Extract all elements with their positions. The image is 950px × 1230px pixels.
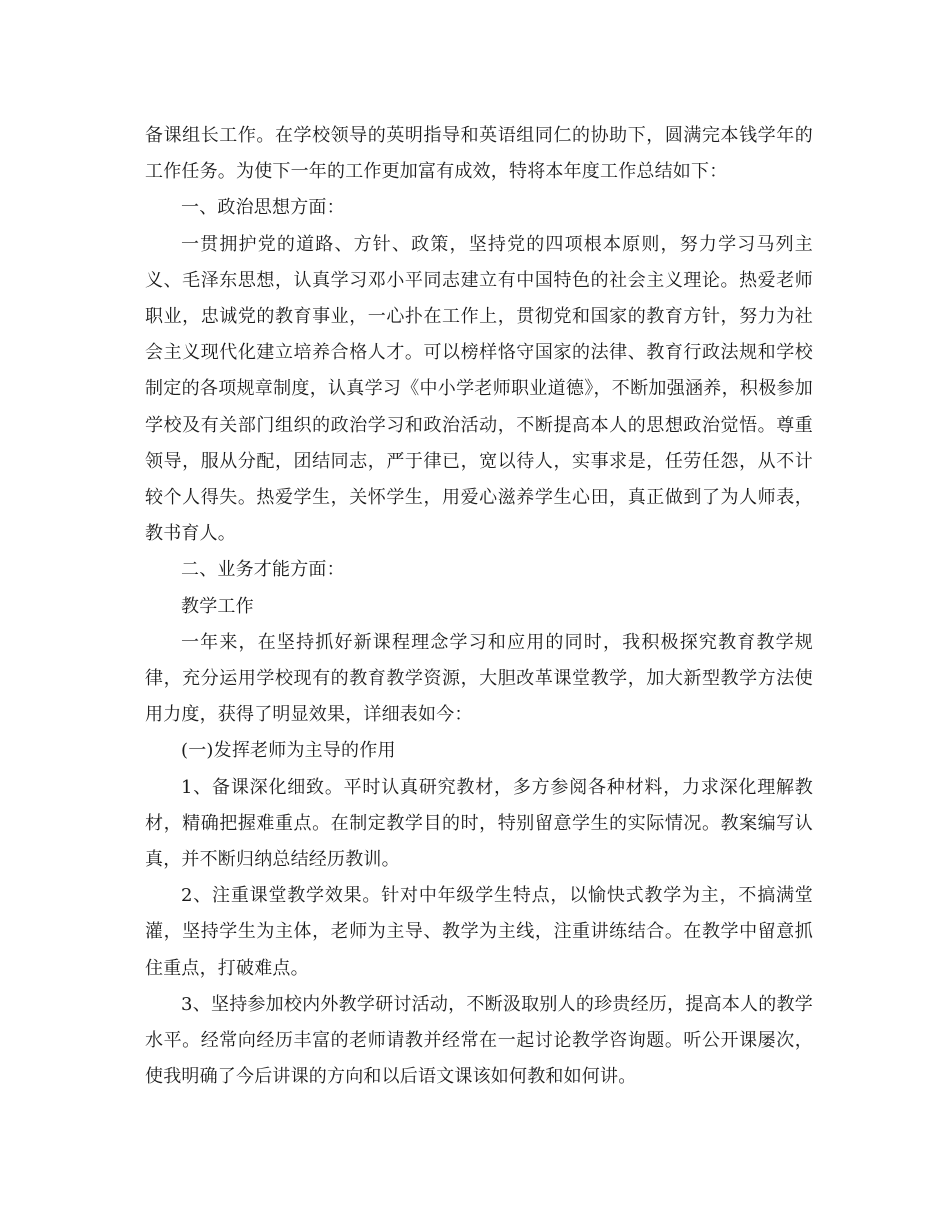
list-item-2: 2、注重课堂教学效果。针对中年级学生特点，以愉快式教学为主，不搞满堂灌，坚持学生为主体，老师为主导、教学为主线，注重讲练结合。在教学中留意抓住重点，打破难点。 — [145, 885, 813, 979]
subheading-teaching: 教学工作 — [181, 595, 254, 617]
subheading-teacher-lead: (一)发挥老师为主导的作用 — [181, 740, 396, 762]
list-item-3: 3、坚持参加校内外教学研讨活动，不断汲取别人的珍贵经历，提高本人的教学水平。经常向经历丰富的老师请教并经常在一起讨论教学咨询题。听公开课屡次，使我明确了今后讲课的方向和以后语文课该如何教和如何讲。 — [145, 993, 813, 1088]
document-body — [145, 118, 813, 1095]
section-heading-politics: 一、政治思想方面： — [181, 197, 345, 219]
list-item-1: 1、备课深化细致。平时认真研究教材，多方参阅各种材料，力求深化理解教材，精确把握难重点。在制定教学目的时，特别留意学生的实际情况。教案编写认真，并不断归纳总结经历教训。 — [145, 776, 813, 871]
politics-paragraph: 一贯拥护党的道路、方针、政策，坚持党的四项根本原则，努力学习马列主义、毛泽东思想，认真学习邓小平同志建立有中国特色的社会主义理论。热爱老师职业，忠诚党的教育事业，一心扑在工作上，贯彻党和国家的教育方针，努力为社会主义现代化建立培养合格人才。可以榜样恪守国家的法律、教育行政法规和学校制定的各项规章制度，认真学习《中小学老师职业道德》，不断加强涵养，积极参加学校及有关部门组织的政治学习和政治活动，不断提高本人的思想政治觉悟。尊重领导，服从分配，团结同志，严于律已，宽以待人，实事求是，任劳任怨，从不计较个人得失。热爱学生，关怀学生，用爱心滋养学生心田，真正做到了为人师表，教书育人。 — [145, 233, 813, 545]
teaching-paragraph: 一年来，在坚持抓好新课程理念学习和应用的同时，我积极探究教育教学规律，充分运用学校现有的教育教学资源，大胆改革课堂教学，加大新型教学方法使用力度，获得了明显效果，详细表如今： — [145, 631, 813, 726]
section-heading-skills: 二、业务才能方面： — [181, 559, 345, 581]
intro-paragraph: 备课组长工作。在学校领导的英明指导和英语组同仁的协助下，圆满完本钱学年的工作任务。为使下一年的工作更加富有成效，特将本年度工作总结如下： — [145, 125, 813, 183]
